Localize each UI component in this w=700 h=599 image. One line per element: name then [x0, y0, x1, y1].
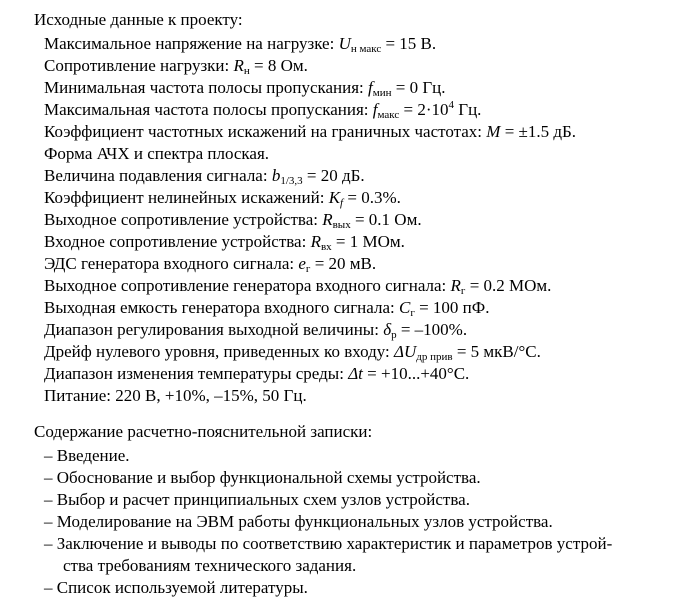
param-text: ЭДС генератора входного сигнала:	[44, 254, 299, 273]
param-subscript: 1/3,3	[280, 175, 303, 187]
param-symbol: f	[368, 78, 373, 97]
param-max-voltage	[44, 33, 436, 55]
param-generator-capacitance	[44, 297, 489, 319]
input-data-heading: Исходные данные к проекту:	[34, 10, 243, 29]
param-exponent: 4	[448, 99, 454, 111]
param-symbol: ΔU	[393, 342, 417, 361]
param-symbol: R	[322, 210, 333, 229]
param-symbol: R	[310, 232, 321, 251]
param-symbol: R	[233, 56, 244, 75]
param-nonlinear-distortion	[44, 187, 401, 209]
param-symbol: b	[271, 166, 281, 185]
contents-heading: Содержание расчетно-пояснительной записки:	[34, 422, 373, 441]
param-generator-emf	[44, 253, 376, 275]
param-subscript: р	[391, 329, 397, 341]
param-subscript: н	[243, 65, 250, 77]
contents-item-references: – Список используемой литературы.	[44, 578, 308, 597]
param-text: Дрейф нулевого уровня, приведенных ко входу:	[44, 342, 394, 361]
param-load-resistance	[44, 55, 308, 77]
param-value: = +10...+40°С.	[362, 364, 470, 383]
param-afc-shape	[44, 143, 269, 165]
param-value: = 2·10	[399, 100, 449, 119]
param-symbol: U	[338, 34, 351, 53]
param-power-supply	[44, 385, 307, 407]
param-signal-suppression	[44, 165, 365, 187]
param-text: Выходная емкость генератора входного сигнала:	[44, 298, 399, 317]
param-value: = 0 Гц.	[391, 78, 446, 97]
param-value: = 100 пФ.	[414, 298, 490, 317]
param-value: = 20 дБ.	[302, 166, 365, 185]
param-symbol: f	[372, 100, 378, 119]
param-text: Коэффициент частотных искажений на граничных частотах:	[44, 122, 487, 141]
param-text: Величина подавления сигнала:	[44, 166, 272, 185]
contents-item-introduction: – Введение.	[44, 446, 130, 465]
param-regulation-range	[44, 319, 467, 341]
contents-item-modeling: – Моделирование на ЭВМ работы функциональных узлов устройства.	[44, 512, 553, 531]
param-generator-resistance	[44, 275, 551, 297]
param-text: Питание: 220 В, +10%, –15%, 50 Гц.	[44, 386, 307, 405]
param-subscript: вых	[332, 219, 351, 231]
param-min-frequency	[44, 77, 446, 99]
param-subscript: f	[340, 197, 344, 209]
param-frequency-distortion	[44, 121, 576, 143]
param-symbol: C	[398, 298, 411, 317]
param-subscript: вх	[320, 241, 332, 253]
param-subscript: мин	[372, 87, 392, 99]
param-value: = –100%.	[396, 320, 468, 339]
contents-item-conclusion-continued: ства требованиям технического задания.	[63, 556, 357, 575]
param-value: = 8 Ом.	[249, 56, 308, 75]
param-symbol: R	[450, 276, 461, 295]
param-symbol: M	[486, 122, 501, 141]
contents-item-functional-scheme: – Обоснование и выбор функциональной схемы устройства.	[44, 468, 481, 487]
param-text: Выходное сопротивление устройства:	[44, 210, 323, 229]
param-subscript: макс	[377, 109, 400, 121]
param-text: Максимальная частота полосы пропускания:	[44, 100, 373, 119]
param-temperature-range	[44, 363, 469, 385]
param-text: Сопротивление нагрузки:	[44, 56, 234, 75]
param-zero-drift	[44, 341, 541, 363]
param-subscript: г	[410, 307, 415, 319]
param-value: = 5 мкВ/°С.	[452, 342, 541, 361]
param-text: Выходное сопротивление генератора входного сигнала:	[44, 276, 451, 295]
contents-item-circuit-calculation: – Выбор и расчет принципиальных схем узлов устройства.	[44, 490, 470, 509]
param-value: = 20 мВ.	[310, 254, 377, 273]
param-value: = 0.1 Ом.	[350, 210, 422, 229]
param-text: Форма АЧХ и спектра плоская.	[44, 144, 270, 163]
param-value: = 0.3%.	[343, 188, 401, 207]
param-symbol: K	[328, 188, 341, 207]
param-symbol: δ	[383, 320, 392, 339]
param-text: Диапазон изменения температуры среды:	[44, 364, 349, 383]
param-value: = 1 МОм.	[331, 232, 405, 251]
param-unit: Гц.	[453, 100, 482, 119]
contents-item-conclusion: – Заключение и выводы по соответствию характеристик и параметров устрой-	[44, 534, 613, 553]
param-output-resistance	[44, 209, 422, 231]
param-subscript: г	[305, 263, 311, 275]
param-text: Диапазон регулирования выходной величины:	[44, 320, 384, 339]
param-text: Максимальное напряжение на нагрузке:	[44, 34, 339, 53]
param-text: Входное сопротивление устройства:	[44, 232, 311, 251]
param-input-resistance	[44, 231, 405, 253]
param-subscript: г	[460, 285, 466, 297]
param-max-frequency	[44, 99, 481, 121]
param-value: = 15 В.	[381, 34, 437, 53]
param-value: = ±1.5 дБ.	[500, 122, 577, 141]
param-value: = 0.2 МОм.	[465, 276, 552, 295]
param-subscript: н макс	[350, 43, 382, 55]
param-symbol: Δt	[348, 364, 363, 383]
param-subscript: др прив	[416, 351, 453, 363]
param-symbol: e	[298, 254, 306, 273]
param-text: Минимальная частота полосы пропускания:	[44, 78, 369, 97]
param-text: Коэффициент нелинейных искажений:	[44, 188, 329, 207]
